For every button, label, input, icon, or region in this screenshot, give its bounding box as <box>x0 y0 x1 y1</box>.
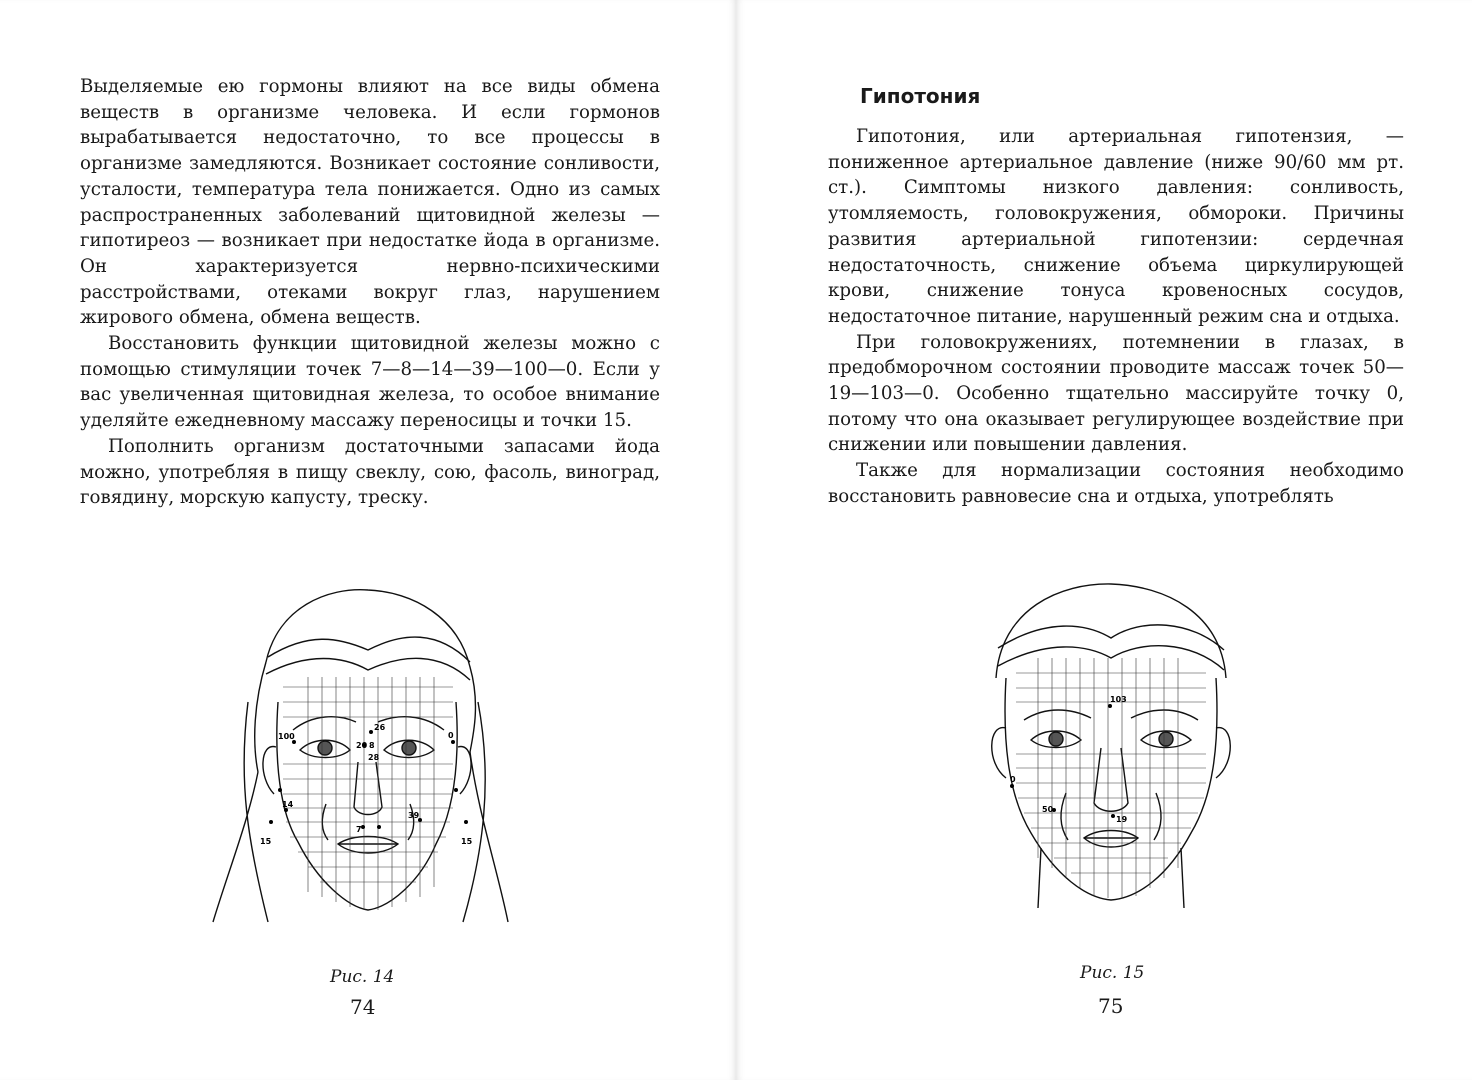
point-label-50: 50 <box>1042 805 1054 814</box>
point-label-7: 7 <box>356 825 362 834</box>
female-face-drawing <box>208 582 518 928</box>
right-text-block <box>828 124 1404 510</box>
figure-caption: Рис. 15 <box>1080 963 1145 983</box>
point-label-19: 19 <box>1116 815 1128 824</box>
point-label-26: 26 <box>374 723 386 732</box>
point-label-15-right: 15 <box>461 837 473 846</box>
paragraph: Выделяемые ею гормоны влияют на все виды обмена веществ в организме человека. И если гормонов вырабатывается недостаточно, то все процессы в организме замедляются. Возникает состояние сонливости, усталости, температура тела понижается. Одно из самых распространенных заболеваний щитовидной железы — гипотиреоз — возникает при недостатке йода в организме. Он характеризуется нервно-психическими расстройствами, отеками вокруг глаз, нарушением жирового обмена, обмена веществ. <box>80 76 660 329</box>
point-label-39: 39 <box>408 811 420 820</box>
point-label-20: 20 <box>356 741 368 750</box>
paragraph: Гипотония, или артериальная гипотензия, — пониженное артериальное давление (ниже 90/60 мм рт. ст.). Симптомы низкого давления: сонливость, утомляемость, головокружения, обмороки. Причины развития артериальной гипотензии: сердечная недостаточность, снижение объема циркулирующей крови, снижение тонуса кровеносных сосудов, недостаточное питание, нарушенный режим сна и отдыха. <box>828 126 1404 327</box>
point-label-103: 103 <box>1110 695 1127 704</box>
page-number: 74 <box>350 995 376 1019</box>
paragraph: Пополнить организм достаточными запасами йода можно, употребляя в пищу свеклу, сою, фасоль, виноград, говядину, морскую капусту, треску. <box>80 435 660 509</box>
point-label-0: 0 <box>1010 775 1016 784</box>
figure-female-face-acupoints <box>208 582 518 928</box>
point-label-0: 0 <box>448 731 454 740</box>
figure-male-face-acupoints <box>976 578 1246 908</box>
page-number: 75 <box>1098 994 1124 1018</box>
point-label-15-left: 15 <box>260 837 272 846</box>
left-text-block <box>80 74 660 511</box>
paragraph: Также для нормализации состояния необходимо восстановить равновесие сна и отдыха, употреблять <box>828 460 1404 507</box>
paragraph: При головокружениях, потемнении в глазах, в предобморочном состоянии проводите массаж точек 50—19—103—0. Особенно тщательно массируйте точку 0, потому что она оказывает регулирующее воздействие при снижении или повышении давления. <box>828 331 1404 456</box>
right-page <box>736 0 1472 1080</box>
point-label-8: 8 <box>369 741 375 750</box>
paragraph: Восстановить функции щитовидной железы можно с помощью стимуляции точек 7—8—14—39—100—0. Если у вас увеличенная щитовидная железа, то особое внимание уделяйте ежедневному массажу переносицы и точки 15. <box>80 333 660 432</box>
figure-caption: Рис. 14 <box>330 967 395 987</box>
male-face-drawing <box>976 578 1246 908</box>
section-heading: Гипотония <box>860 84 981 108</box>
point-label-14: 14 <box>282 800 294 809</box>
point-label-100: 100 <box>278 732 295 741</box>
point-label-28: 28 <box>368 753 380 762</box>
